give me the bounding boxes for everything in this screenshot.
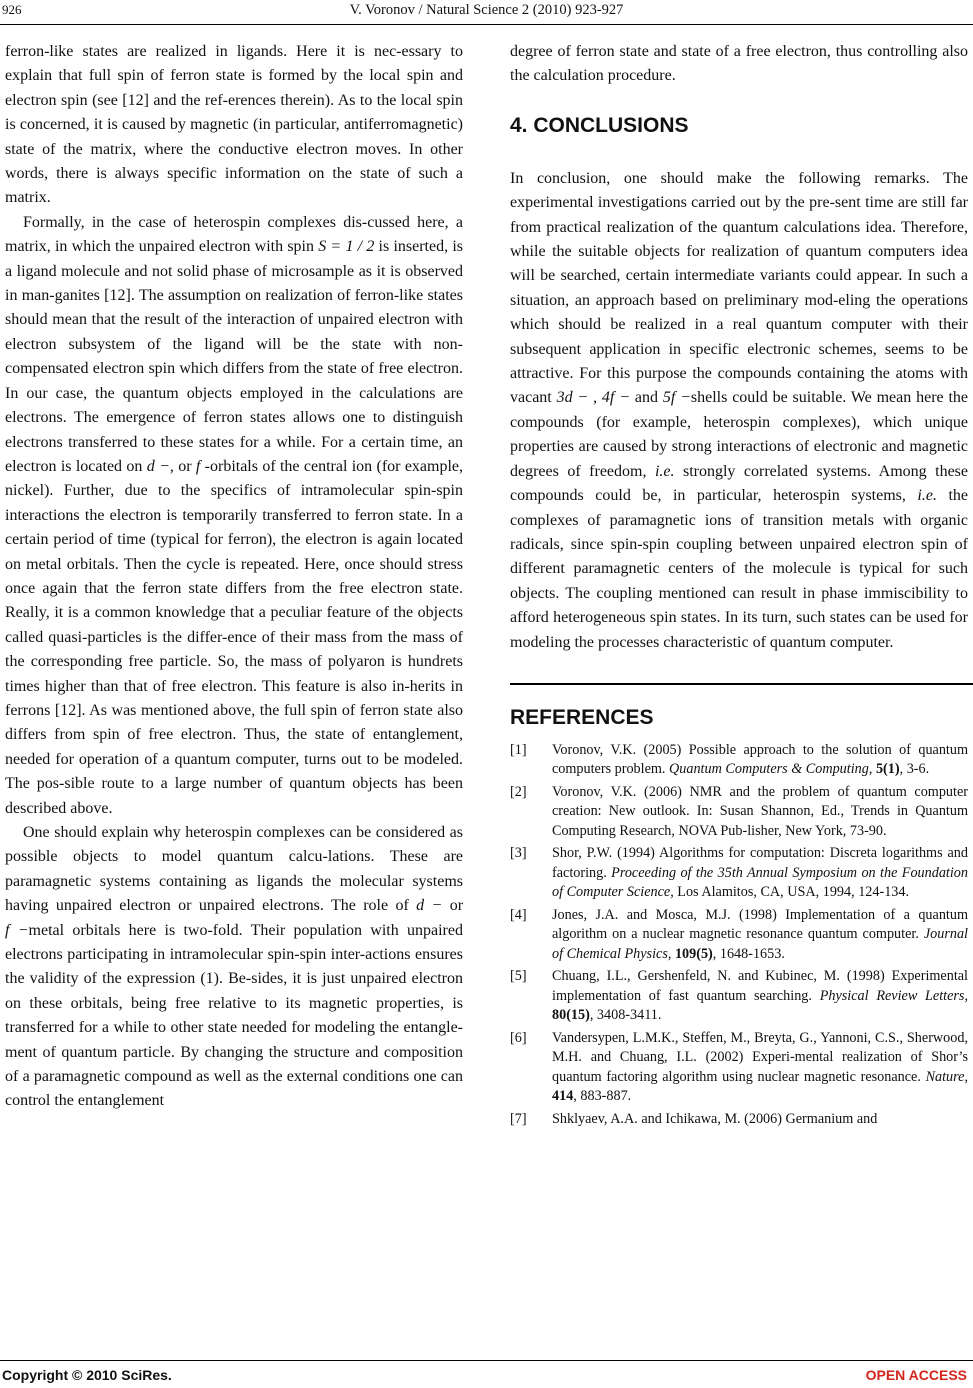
reference-item: [3] Shor, P.W. (1994) Algorithms for computation: Discreta logarithms and factoring. Proceeding of the 35th Annual Symposium on the Foundation of Computer Science, Los Alamitos, CA, USA, 1994, 124-134. bbox=[510, 845, 968, 901]
reference-item: [2] Voronov, V.K. (2006) NMR and the problem of quantum computer creation: New outlook. In: Susan Shannon, Ed., Trends in Quantum Computing Research, NOVA Pub-lisher, New York, 73-90. bbox=[510, 783, 968, 839]
math-inline: S = 1 / 2 bbox=[318, 238, 375, 256]
page-number: 926 bbox=[2, 2, 22, 17]
paragraph: Formally, in the case of heterospin complexes dis-cussed here, a matrix, in which the unpaired electron with spin S = 1 / 2 is inserted, is a ligand molecule and not solid phase of microsample as it is observed in man-ganites [12]. The assumption on realization of ferron-like states should mean that the result of the interaction of unpaired electron with electron subsystem of the ligand will be the state with non-compensated electron spin which differs from the state of free electron. In our case, the quantum objects employed in the calculations are electrons. The emergence of ferron states allows one to distinguish electrons transferred to these states for a while. For a certain time, an electron is located on d −, or f -orbitals of the central ion (for example, nickel). Further, due to the specifics of intramolecular spin-spin interactions the electron is temporarily transferred to ferron state. In a certain period of time (typical for ferron), the electron is again located on metal orbitals. Then the cycle is repeated. Here, once should stress once again that the ferron state differs from the free electron state. Really, it is a common knowledge that a peculiar feature of the objects called quasi-particles is the differ-ence of their mass from the mass of the corresponding free particle. So, the mass of polyaron is hundrets times higher than that of free electron. This feature is also in-herits in ferrons [12]. As was mentioned above, the full spin of ferron state also differs from spin of free electron. Thus, the state of entanglement, needed for operation of a quantum computer, turns out to be modeled. The pos-sible route to a large number of quantum objects has been described above. bbox=[5, 213, 464, 817]
math-inline: d − bbox=[416, 897, 443, 915]
running-head: V. Voronov / Natural Science 2 (2010) 923-927 bbox=[349, 2, 624, 18]
section-heading-references: REFERENCES bbox=[510, 705, 654, 729]
paragraph: ferron-like states are realized in ligands. Here it is nec-essary to explain that full spin of ferron state is formed by the local spin and electron spin (see [12] and the ref-erences therein). As to the local spin is concerned, it is caused by magnetic (in particular, antiferromagnetic) state of the matrix, where the conductive electron moves. In other words, there is always specific information on the state of such a matrix. bbox=[5, 43, 463, 207]
math-inline: d − bbox=[146, 457, 170, 475]
reference-item: [7] Shklyaev, A.A. and Ichikawa, M. (2006) Germanium and bbox=[510, 1110, 878, 1127]
left-column bbox=[5, 40, 463, 1114]
math-inline: f bbox=[195, 457, 201, 475]
section-rule bbox=[510, 683, 973, 685]
open-access-label: OPEN ACCESS bbox=[865, 1367, 967, 1383]
section-heading-conclusions: 4. CONCLUSIONS bbox=[510, 113, 689, 137]
copyright-notice: Copyright © 2010 SciRes. bbox=[2, 1367, 172, 1383]
reference-item: [4] Jones, J.A. and Mosca, M.J. (1998) Implementation of a quantum algorithm on a nuclear magnetic resonance quantum computer. Journal of Chemical Physics, 109(5), 1648-1653. bbox=[510, 906, 968, 962]
paragraph: In conclusion, one should make the following remarks. The experimental investigations carried out by the pre-sent time are still far from practical realization of the quantum calculations idea. Therefore, while the suitable objects for realization of quantum computers idea will be searched, certain intermediate variants could appear. In such a situation, an approach based on preliminary mod-eling the operations which should be realized in a real quantum computer with their subsequent application in specific electronic schemes, seems to be attractive. For this purpose the compounds containing the atoms with vacant 3d − , 4f − and 5f −shells could be suitable. We mean here the compounds (for example, heterospin complexes), which unique properties are caused by strong interactions of electronic and magnetic degrees of freedom, i.e. strongly correlated systems. Among these compounds could be, in particular, heterospin systems, i.e. the complexes of paramagnetic ions of transition metals with organic radicals, since spin-spin coupling between unpaired electron spin of different paramagnetic centers of the molecule is typical for such objects. The coupling mentioned can result in phase immiscibility to afford heterogeneous spin states. In its turn, such states can be used for modeling the processes characteristic of quantum computer. bbox=[510, 169, 969, 651]
math-inline: 4f − bbox=[601, 389, 631, 407]
reference-list bbox=[510, 741, 968, 1130]
paragraph: One should explain why heterospin complexes can be considered as possible objects to model quantum calcu-lations. These are paramagnetic systems containing as ligands the molecular systems having unpaired electron or unpaired electrons. The role of d − or f −metal orbitals here is two-fold. Their population with unpaired electrons participating in intramolecular spin-spin inter-actions ensures the validity of the expression (1). Be-sides, it is just unpaired electron on these orbitals, being free relative to its magnetic properties, is transferred for a while to other state needed for modeling the entangle-ment of quantum particle. By changing the structure and composition of a paramagnetic compound as well as the external conditions one can control the entanglement bbox=[5, 824, 464, 1110]
math-inline: 3d − bbox=[556, 389, 589, 407]
header-rule bbox=[0, 24, 973, 25]
right-column bbox=[510, 40, 968, 1132]
footer-rule bbox=[0, 1360, 973, 1361]
paragraph: degree of ferron state and state of a free electron, thus controlling also the calculation procedure. bbox=[510, 43, 968, 85]
math-inline: 5f − bbox=[662, 389, 691, 407]
math-inline: f − bbox=[5, 921, 29, 939]
reference-item: [6] Vandersypen, L.M.K., Steffen, M., Breyta, G., Yannoni, C.S., Sherwood, M.H. and Chuang, I.L. (2002) Experi-mental realization of Shor’s quantum factoring algorithm using nuclear magnetic resonance. Nature, 414, 883-887. bbox=[510, 1029, 968, 1105]
reference-item: [5] Chuang, I.L., Gershenfeld, N. and Kubinec, M. (1998) Experimental implementation of fast quantum searching. Physical Review Letters, 80(15), 3408-3411. bbox=[510, 968, 968, 1024]
reference-item: [1] Voronov, V.K. (2005) Possible approach to the solution of quantum computers problem. Quantum Computers & Computing, 5(1), 3-6. bbox=[510, 741, 968, 778]
